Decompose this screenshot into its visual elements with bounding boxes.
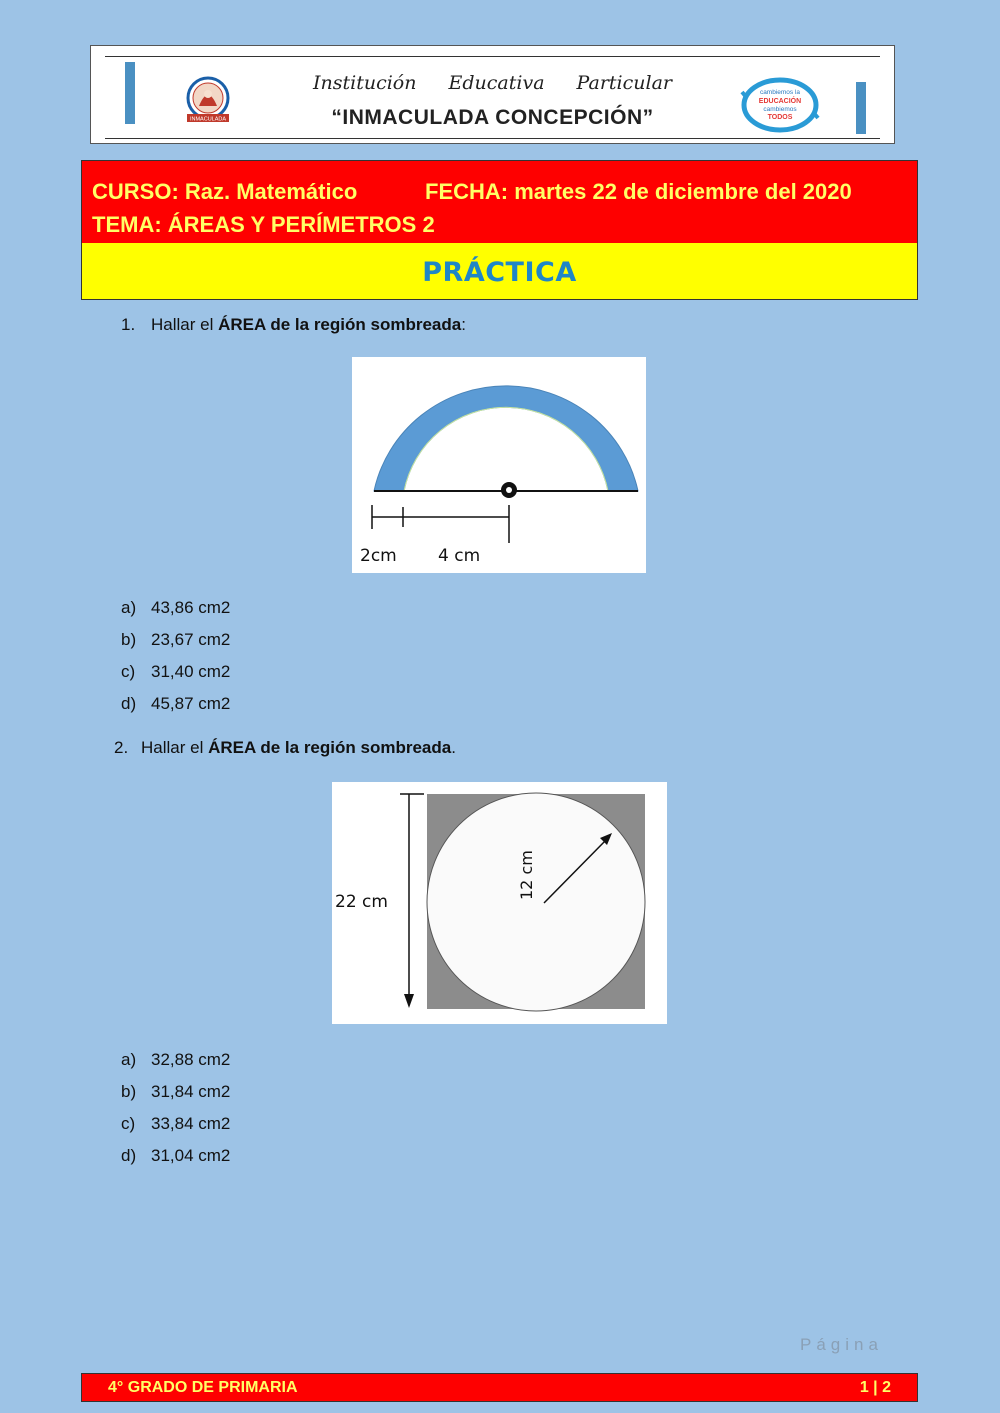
page-number: 1 | 2 (859, 1379, 891, 1396)
option-text: 45,87 cm2 (151, 694, 231, 713)
option-letter: b) (121, 630, 137, 649)
question-2 (114, 738, 456, 758)
option-text: 43,86 cm2 (151, 598, 231, 617)
course-red-band (82, 161, 917, 243)
cambiemos-educacion-logo (739, 76, 821, 134)
grade-label: 4° GRADO DE PRIMARIA (108, 1379, 298, 1396)
label-2cm: 2cm (360, 546, 397, 566)
option-letter: c) (121, 1114, 136, 1133)
option-text: 33,84 cm2 (151, 1114, 231, 1133)
question-1-bold: ÁREA de la región sombreada (218, 315, 462, 334)
question-1-suffix: : (461, 315, 466, 334)
q2-option-c[interactable] (121, 1114, 230, 1134)
q1-option-a[interactable] (121, 598, 230, 618)
label-4cm: 4 cm (438, 546, 481, 566)
logo-line-2: EDUCACIÓN (758, 98, 802, 105)
q1-option-c[interactable] (121, 662, 230, 682)
banner-top-rule (105, 56, 880, 57)
question-1-prefix: Hallar el (151, 315, 219, 334)
footer-bar (81, 1373, 918, 1402)
course-info-box (81, 160, 918, 300)
figure-2-square-circle (332, 782, 667, 1024)
crest-logo-text: INMACULADA (189, 116, 227, 123)
course-name: CURSO: Raz. Matemático (92, 179, 358, 204)
option-letter: d) (121, 694, 137, 713)
logo-line-1: cambiemos la (759, 89, 801, 96)
question-1-number: 1. (121, 315, 136, 334)
question-2-bold: ÁREA de la región sombreada (208, 738, 452, 757)
logo-line-4: TODOS (767, 114, 793, 121)
option-text: 31,84 cm2 (151, 1082, 231, 1101)
inscribed-circle (427, 793, 645, 1011)
figure-1-semicircle-ring (352, 357, 646, 573)
option-letter: a) (121, 598, 137, 617)
course-yellow-band (82, 243, 917, 299)
option-letter: d) (121, 1146, 137, 1165)
course-date: FECHA: martes 22 de diciembre del 2020 (425, 179, 852, 204)
institution-line: Institución Educativa Particular (313, 72, 672, 94)
shaded-ring-region (374, 386, 638, 491)
option-text: 31,04 cm2 (151, 1146, 231, 1165)
option-letter: b) (121, 1082, 137, 1101)
section-title: PRÁCTICA (422, 257, 577, 288)
label-22cm: 22 cm (335, 892, 388, 912)
option-letter: a) (121, 1050, 137, 1069)
school-name: “INMACULADA CONCEPCIÓN” (331, 106, 654, 129)
q1-option-b[interactable] (121, 630, 230, 650)
option-letter: c) (121, 662, 136, 681)
school-header-banner (90, 45, 895, 144)
q1-option-d[interactable] (121, 694, 230, 714)
q2-option-a[interactable] (121, 1050, 230, 1070)
course-topic: TEMA: ÁREAS Y PERÍMETROS 2 (92, 212, 435, 237)
q2-option-d[interactable] (121, 1146, 230, 1166)
option-text: 32,88 cm2 (151, 1050, 231, 1069)
question-2-number: 2. (114, 738, 129, 757)
q2-option-b[interactable] (121, 1082, 230, 1102)
question-2-prefix: Hallar el (141, 738, 209, 757)
option-text: 23,67 cm2 (151, 630, 231, 649)
pagina-label: Página (800, 1335, 883, 1354)
question-1 (121, 315, 466, 335)
option-text: 31,40 cm2 (151, 662, 231, 681)
banner-bottom-rule (105, 138, 880, 139)
logo-line-3: cambiemos (763, 106, 797, 113)
question-2-suffix: . (451, 738, 456, 757)
label-12cm: 12 cm (517, 850, 536, 900)
